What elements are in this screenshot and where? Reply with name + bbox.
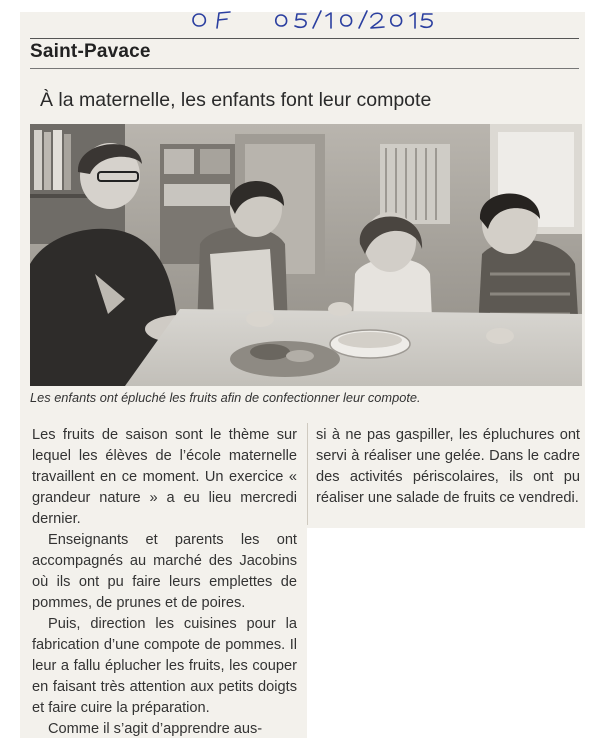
section-rule xyxy=(30,68,579,69)
article-paragraph: Puis, direction les cuisines pour la fabrication d’une compote de pommes. Il leur a fallu éplucher les fruits, les couper en faisant très attention aux petits doigts et faire cuire la préparation. xyxy=(32,616,297,716)
section-label: Saint-Pavace xyxy=(30,41,151,62)
article-paragraph: Enseignants et parents les ont accompagnés au marché des Jacobins où ils ont pu faire leurs emplettes de pommes, de prunes et de poires. xyxy=(32,532,297,611)
column-divider xyxy=(307,423,308,525)
handwritten-date-annotation xyxy=(185,4,495,38)
top-rule xyxy=(30,38,579,39)
photo-caption: Les enfants ont épluché les fruits afin de confectionner leur compote. xyxy=(30,390,421,405)
article-paragraph: Les fruits de saison sont le thème sur lequel les élèves de l’école maternelle travaillent en ce moment. Un exercice « grandeur nature » a eu lieu mercredi dernier. xyxy=(32,427,297,527)
article-column-left xyxy=(32,425,297,740)
article-paragraph: Comme il s’agit d’apprendre aus- xyxy=(48,721,263,737)
svg-text:OF 05/10/2015: OF 05/10/2015 xyxy=(185,4,192,5)
article-headline: À la maternelle, les enfants font leur compote xyxy=(40,89,432,111)
article-column-right xyxy=(316,425,580,509)
article-paragraph: si à ne pas gaspiller, les épluchures ont servi à réaliser une gelée. Dans le cadre des activités périscolaires, ils ont pu réaliser une salade de fruits ce vendredi. xyxy=(316,427,580,506)
article-photo xyxy=(30,124,582,386)
